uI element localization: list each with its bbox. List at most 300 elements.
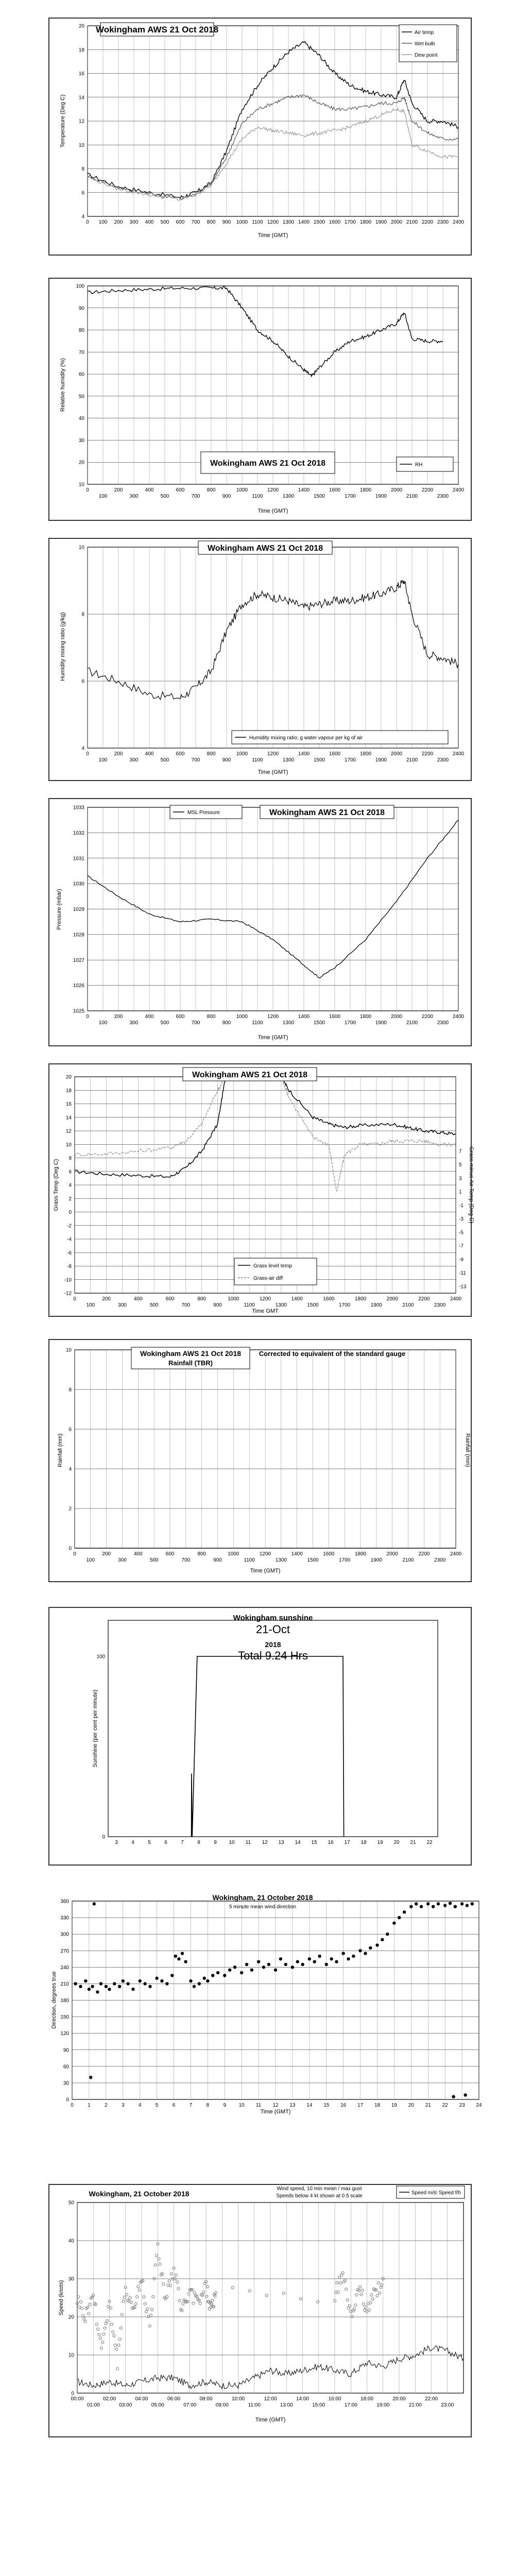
y-right-tick-label: -11 <box>459 1270 466 1277</box>
x-tick-label: 14:00 <box>296 2396 310 2402</box>
x-tick-label: 1100 <box>244 1557 255 1563</box>
y-tick-label: 14 <box>78 95 84 101</box>
x-tick-label: 4 <box>138 2103 142 2108</box>
y-tick-label: 270 <box>60 1948 69 1954</box>
temperature-chart <box>0 15 515 258</box>
x-tick-label: 800 <box>197 1551 207 1557</box>
y-tick-label: 8 <box>68 1156 72 1161</box>
scatter-point <box>198 1982 201 1985</box>
svg-text:Grass-air diff: Grass-air diff <box>253 1276 283 1281</box>
x-tick-label: 1200 <box>259 1296 271 1302</box>
x-tick-label: 400 <box>133 1551 143 1557</box>
y-tick-label: 6 <box>81 679 84 685</box>
scatter-point <box>143 1982 146 1985</box>
scatter-point <box>79 1985 82 1988</box>
x-tick-label: 200 <box>114 487 123 493</box>
scatter-point <box>113 1982 116 1985</box>
x-tick-label: 4 <box>131 1840 134 1845</box>
x-tick-label: 2300 <box>437 219 449 225</box>
x-tick-label: 19 <box>377 1840 383 1845</box>
x-tick-label: 1700 <box>344 1020 356 1026</box>
scatter-point <box>223 1974 226 1977</box>
svg-text:Speed f/h: Speed f/h <box>439 2190 461 2196</box>
x-tick-label: 100 <box>98 757 108 763</box>
mixing-ratio-chart <box>0 536 515 783</box>
y-tick-label: 100 <box>76 283 84 290</box>
x-tick-label: 14 <box>295 1840 301 1845</box>
y-tick-label: 18 <box>65 1088 72 1094</box>
x-tick-label: 2000 <box>386 1551 398 1557</box>
x-tick-label: 900 <box>222 757 231 763</box>
y-tick-label: 10 <box>65 1347 72 1353</box>
x-tick-label: 05:00 <box>151 2402 164 2408</box>
x-tick-label: 200 <box>102 1551 111 1557</box>
y-tick-label: 10 <box>78 545 84 551</box>
scatter-point <box>233 1965 236 1969</box>
x-tick-label: 1000 <box>228 1551 239 1557</box>
svg-text:Humidity mixing ratio; g water: Humidity mixing ratio; g water vapour per kg of air <box>249 735 363 741</box>
x-tick-label: 10 <box>229 1840 235 1845</box>
scatter-point <box>118 1985 121 1988</box>
x-tick-label: 16:00 <box>328 2396 341 2402</box>
x-tick-label: 1800 <box>354 1296 367 1302</box>
x-tick-label: 100 <box>86 1302 95 1308</box>
scatter-point <box>364 1952 367 1955</box>
pressure-y-label: Pressure (mbar) <box>56 889 62 930</box>
humidity-chart <box>0 276 515 523</box>
mixing-ratio-y-label: Humidity mixing ratio (g/kg) <box>60 612 66 681</box>
x-tick-label: 17:00 <box>344 2402 357 2408</box>
scatter-point <box>426 1902 430 1905</box>
x-tick-label: 1900 <box>375 757 387 763</box>
scatter-point <box>165 1982 168 1985</box>
svg-text:Wokingham AWS 21 Oct 2018: Wokingham AWS 21 Oct 2018 <box>140 1349 242 1358</box>
x-tick-label: 2000 <box>386 1296 398 1302</box>
mixing-ratio-legend <box>232 731 448 744</box>
scatter-point <box>274 1968 277 1971</box>
temperature-x-label: Time (GMT) <box>258 232 288 239</box>
x-tick-label: 1700 <box>344 757 356 763</box>
y-tick-label: 16 <box>65 1101 72 1107</box>
x-tick-label: 1400 <box>298 751 310 757</box>
y-tick-label: 10 <box>65 1142 72 1148</box>
x-tick-label: 22 <box>442 2103 448 2108</box>
x-tick-label: 9 <box>214 1840 217 1845</box>
scatter-point <box>313 1960 316 1963</box>
x-tick-label: 1100 <box>252 219 263 225</box>
y-tick-label: 12 <box>78 118 84 125</box>
y-tick-label: 18 <box>78 47 84 53</box>
x-tick-label: 24 <box>476 2103 482 2108</box>
x-tick-label: 1700 <box>344 494 356 499</box>
x-tick-label: 1500 <box>307 1302 319 1308</box>
x-tick-label: 2400 <box>450 1551 462 1557</box>
rainfall-x-label: Time (GMT) <box>250 1568 281 1574</box>
x-tick-label: 500 <box>149 1557 159 1563</box>
x-tick-label: 1500 <box>313 219 325 225</box>
x-tick-label: 2300 <box>437 494 449 499</box>
scatter-point <box>74 1982 77 1985</box>
y-tick-label: 0 <box>68 1210 72 1215</box>
scatter-point <box>381 1938 384 1941</box>
y-tick-label: 60 <box>63 2064 69 2070</box>
pressure-x-label: Time (GMT) <box>258 1035 288 1041</box>
scatter-point <box>228 1968 231 1971</box>
x-tick-label: 1100 <box>244 1302 255 1308</box>
grass-title <box>183 1067 317 1081</box>
x-tick-label: 600 <box>165 1296 175 1302</box>
scatter-point <box>437 1902 440 1905</box>
x-tick-label: 400 <box>133 1296 143 1302</box>
wind-speed-chart <box>0 2182 515 2439</box>
x-tick-label: 1300 <box>275 1557 287 1563</box>
wind-speed-title: Wokingham, 21 October 2018 <box>89 2190 190 2198</box>
scatter-point <box>105 1985 108 1988</box>
y-tick-label: 50 <box>68 2200 74 2206</box>
x-tick-label: 800 <box>197 1296 207 1302</box>
x-tick-label: 9 <box>223 2103 227 2108</box>
x-tick-label: 300 <box>129 219 139 225</box>
x-tick-label: 1000 <box>236 219 248 225</box>
scatter-point <box>240 1971 243 1974</box>
x-tick-label: 10:00 <box>231 2396 245 2402</box>
x-tick-label: 1700 <box>344 219 356 225</box>
x-tick-label: 7 <box>189 2103 193 2108</box>
x-tick-label: 11:00 <box>248 2402 261 2408</box>
x-tick-label: 1300 <box>282 1020 295 1026</box>
x-tick-label: 400 <box>145 487 154 493</box>
y-tick-label: 60 <box>78 371 84 378</box>
x-tick-label: 1900 <box>370 1302 382 1308</box>
scatter-point <box>386 1933 389 1936</box>
grass-x-label: Time GMT <box>252 1308 279 1314</box>
x-tick-label: 1800 <box>354 1551 367 1557</box>
y-tick-label: 300 <box>60 1931 69 1938</box>
x-tick-label: 23:00 <box>441 2402 454 2408</box>
x-tick-label: 1200 <box>267 751 279 757</box>
grass-legend <box>234 1258 317 1285</box>
y-tick-label: 30 <box>68 2276 74 2282</box>
x-tick-label: 1 <box>88 2103 91 2108</box>
scatter-point <box>193 1985 196 1988</box>
x-tick-label: 8 <box>197 1840 200 1845</box>
x-tick-label: 900 <box>222 1020 231 1026</box>
x-tick-label: 1500 <box>313 494 325 499</box>
y-tick-label: 0 <box>71 2391 74 2397</box>
scatter-point <box>181 1952 184 1955</box>
x-tick-label: 100 <box>98 1020 108 1026</box>
rainfall-note: Corrected to equivalent of the standard gauge <box>259 1350 406 1358</box>
y-tick-label: 180 <box>60 1998 69 2004</box>
sunshine-chart <box>0 1605 515 1868</box>
x-tick-label: 18:00 <box>360 2396 374 2402</box>
svg-text:MSL Pressure: MSL Pressure <box>187 810 220 816</box>
x-tick-label: 2100 <box>402 1557 414 1563</box>
wind-speed-legend <box>397 2186 465 2198</box>
x-tick-label: 300 <box>129 1020 139 1026</box>
x-tick-label: 600 <box>165 1551 175 1557</box>
mixing-ratio-x-label: Time (GMT) <box>258 769 288 775</box>
x-tick-label: 500 <box>160 1020 169 1026</box>
y-tick-label: 1031 <box>73 856 84 862</box>
y-tick-label: 8 <box>81 612 84 618</box>
x-tick-label: 1400 <box>298 219 310 225</box>
x-tick-label: 02:00 <box>102 2396 116 2402</box>
y-tick-label: -10 <box>64 1277 72 1283</box>
x-tick-label: 0 <box>86 219 89 225</box>
x-tick-label: 1700 <box>339 1302 351 1308</box>
x-tick-label: 2000 <box>390 219 403 225</box>
y-tick-label: 20 <box>68 2314 74 2320</box>
x-tick-label: 13 <box>289 2103 296 2108</box>
x-tick-label: 20:00 <box>392 2396 406 2402</box>
x-tick-label: 04:00 <box>135 2396 148 2402</box>
x-tick-label: 1900 <box>375 219 387 225</box>
x-tick-label: 13:00 <box>280 2402 293 2408</box>
pressure-title <box>260 805 394 819</box>
x-tick-label: 800 <box>207 487 216 493</box>
x-tick-label: 800 <box>207 751 216 757</box>
x-tick-label: 00:00 <box>71 2396 84 2402</box>
wind-speed-y-label: Speed (knots) <box>58 2280 64 2316</box>
scatter-point <box>184 1960 187 1963</box>
scatter-point <box>250 1968 253 1971</box>
y-tick-label: -6 <box>67 1250 72 1256</box>
grass-y-label: Grass Temp (Deg C) <box>53 1159 59 1211</box>
wind-direction-title: Wokingham, 21 October 2018 <box>212 1893 313 1902</box>
x-tick-label: 300 <box>129 757 139 763</box>
x-tick-label: 0 <box>73 1551 76 1557</box>
scatter-point <box>403 1910 406 1913</box>
scatter-point <box>160 1979 163 1982</box>
wind-speed-subtitle: Wind speed, 10 min mean / max gust <box>277 2186 362 2192</box>
scatter-point <box>466 1904 469 1907</box>
x-tick-label: 2100 <box>402 1302 414 1308</box>
x-tick-label: 1200 <box>259 1551 271 1557</box>
y-right-tick-label: -3 <box>459 1216 464 1223</box>
x-tick-label: 600 <box>176 1014 185 1020</box>
x-tick-label: 1800 <box>359 1014 372 1020</box>
x-tick-label: 1400 <box>291 1551 303 1557</box>
y-tick-label: -8 <box>67 1264 72 1269</box>
y-right-tick-label: -1 <box>459 1202 464 1209</box>
x-tick-label: 20 <box>393 1840 400 1845</box>
svg-text:Wet bulb: Wet bulb <box>415 41 435 47</box>
x-tick-label: 900 <box>213 1302 222 1308</box>
scatter-point <box>454 1905 457 1908</box>
x-tick-label: 1000 <box>236 1014 248 1020</box>
x-tick-label: 200 <box>114 219 123 225</box>
x-tick-label: 16 <box>328 1840 334 1845</box>
y-tick-label: 0 <box>102 1834 105 1840</box>
y-tick-label: -2 <box>67 1223 72 1229</box>
x-tick-label: 500 <box>160 219 169 225</box>
scatter-point <box>203 1977 206 1980</box>
x-tick-label: 1000 <box>236 487 248 493</box>
x-tick-label: 12 <box>262 1840 268 1845</box>
svg-text:Grass level temp: Grass level temp <box>253 1263 293 1269</box>
humidity-y-label: Relative humidity (%) <box>60 358 66 412</box>
y-right-tick-label: 1 <box>459 1189 462 1195</box>
x-tick-label: 2000 <box>390 487 403 493</box>
x-tick-label: 500 <box>160 757 169 763</box>
scatter-point <box>131 1988 134 1991</box>
x-tick-label: 400 <box>145 751 154 757</box>
x-tick-label: 17 <box>344 1840 350 1845</box>
x-tick-label: 7 <box>181 1840 184 1845</box>
x-tick-label: 13 <box>278 1840 284 1845</box>
x-tick-label: 300 <box>129 494 139 499</box>
x-tick-label: 2400 <box>452 219 465 225</box>
x-tick-label: 0 <box>86 751 89 757</box>
x-tick-label: 2100 <box>406 1020 418 1026</box>
x-tick-label: 100 <box>98 219 108 225</box>
x-tick-label: 2400 <box>450 1296 462 1302</box>
y-tick-label: -12 <box>64 1291 72 1297</box>
scatter-point <box>308 1957 311 1960</box>
y-right-tick-label: 3 <box>459 1176 462 1182</box>
x-tick-label: 1600 <box>329 219 341 225</box>
x-tick-label: 21 <box>410 1840 416 1845</box>
y-tick-label: 40 <box>68 2238 74 2244</box>
scatter-point <box>279 1957 282 1960</box>
wind-speed-x-label: Time (GMT) <box>255 2417 286 2423</box>
scatter-point <box>409 1905 413 1908</box>
x-tick-label: 1200 <box>267 219 279 225</box>
x-tick-label: 2000 <box>390 751 403 757</box>
scatter-point <box>449 1902 452 1905</box>
scatter-point <box>398 1916 401 1919</box>
y-tick-label: 0 <box>68 1546 72 1552</box>
y-tick-label: 20 <box>78 460 84 466</box>
x-tick-label: 1800 <box>359 219 372 225</box>
x-tick-label: 19 <box>391 2103 397 2108</box>
svg-text:Wokingham AWS 21 Oct 2018: Wokingham AWS 21 Oct 2018 <box>192 1071 308 1079</box>
y-tick-label: 8 <box>68 1387 72 1393</box>
y-tick-label: 14 <box>65 1115 72 1121</box>
x-tick-label: 09:00 <box>215 2402 229 2408</box>
x-tick-label: 3 <box>115 1840 118 1845</box>
x-tick-label: 1900 <box>375 494 387 499</box>
x-tick-label: 2200 <box>421 219 434 225</box>
temperature-title: Wokingham AWS 21 Oct 2018 <box>95 25 219 35</box>
rainfall-chart <box>0 1337 515 1584</box>
rainfall-y-label: Rainfall (mm) <box>57 1433 63 1467</box>
x-tick-label: 1500 <box>307 1557 319 1563</box>
scatter-point <box>318 1955 321 1958</box>
scatter-point <box>257 1960 260 1963</box>
scatter-point <box>148 1985 151 1988</box>
x-tick-label: 700 <box>191 219 200 225</box>
x-tick-label: 6 <box>164 1840 167 1845</box>
x-tick-label: 600 <box>176 219 185 225</box>
svg-text:Wokingham sunshine: Wokingham sunshine <box>233 1614 313 1622</box>
scatter-point <box>291 1965 294 1969</box>
y-tick-label: -4 <box>67 1236 72 1243</box>
x-tick-label: 2400 <box>452 1014 465 1020</box>
scatter-point <box>99 1982 102 1985</box>
scatter-point <box>245 1963 248 1966</box>
svg-text:21-Oct: 21-Oct <box>255 1623 290 1636</box>
x-tick-label: 1100 <box>252 757 263 763</box>
x-tick-label: 700 <box>191 757 200 763</box>
mixing-ratio-title <box>198 541 332 554</box>
scatter-point <box>443 1904 447 1907</box>
y-tick-label: 0 <box>66 2097 69 2103</box>
scatter-point <box>284 1963 287 1966</box>
x-tick-label: 400 <box>145 219 154 225</box>
y-tick-label: 4 <box>81 745 84 752</box>
x-tick-label: 1800 <box>359 487 372 493</box>
x-tick-label: 2300 <box>437 1020 449 1026</box>
y-tick-label: 4 <box>81 214 84 220</box>
scatter-point <box>108 1988 111 1991</box>
scatter-point <box>432 1905 435 1908</box>
x-tick-label: 01:00 <box>87 2402 100 2408</box>
x-tick-label: 10 <box>238 2103 245 2108</box>
scatter-point <box>369 1946 372 1950</box>
wind-direction-subtitle: 5 minute mean wind direction <box>229 1904 297 1910</box>
y-tick-label: 1026 <box>73 983 84 989</box>
y-tick-label: 6 <box>68 1169 72 1175</box>
x-tick-label: 15:00 <box>312 2402 325 2408</box>
y-tick-label: 1027 <box>73 957 84 963</box>
y-tick-label: 10 <box>78 482 84 488</box>
scatter-point <box>216 1971 219 1974</box>
y-tick-label: 100 <box>96 1654 105 1660</box>
x-tick-label: 1200 <box>267 487 279 493</box>
wind-direction-chart <box>0 1891 515 2117</box>
x-tick-label: 1600 <box>329 1014 341 1020</box>
scatter-point <box>262 1965 265 1969</box>
svg-text:RH: RH <box>415 462 423 468</box>
x-tick-label: 700 <box>191 494 200 499</box>
scatter-point <box>471 1902 474 1905</box>
scatter-point <box>93 1902 96 1905</box>
rainfall-y-right-label: Rainfall (mm) <box>465 1433 471 1467</box>
y-tick-label: 1033 <box>73 805 84 811</box>
x-tick-label: 1800 <box>359 751 372 757</box>
y-tick-label: 10 <box>68 2352 74 2359</box>
y-tick-label: 20 <box>78 23 84 29</box>
x-tick-label: 300 <box>118 1557 127 1563</box>
svg-text:Rainfall (TBR): Rainfall (TBR) <box>168 1359 213 1367</box>
x-tick-label: 2200 <box>421 1014 434 1020</box>
scatter-point <box>330 1957 333 1960</box>
x-tick-label: 0 <box>73 1296 76 1302</box>
wind-direction-x-label: Time (GMT) <box>260 2109 291 2115</box>
x-tick-label: 22 <box>426 1840 433 1845</box>
y-tick-label: 1029 <box>73 907 84 912</box>
x-tick-label: 2200 <box>418 1551 430 1557</box>
y-tick-label: 40 <box>78 416 84 422</box>
scatter-point <box>126 1982 129 1985</box>
x-tick-label: 1000 <box>228 1296 239 1302</box>
scatter-point <box>267 1963 270 1966</box>
x-tick-label: 2100 <box>406 494 418 499</box>
y-tick-label: 330 <box>60 1915 69 1921</box>
x-tick-label: 1900 <box>375 1020 387 1026</box>
pressure-legend <box>170 805 242 819</box>
y-right-tick-label: 7 <box>459 1148 462 1155</box>
scatter-point <box>420 1905 423 1908</box>
x-tick-label: 200 <box>114 1014 123 1020</box>
x-tick-label: 21 <box>425 2103 431 2108</box>
scatter-point <box>460 1902 464 1905</box>
scatter-point <box>347 1957 350 1960</box>
scatter-point <box>452 2095 455 2098</box>
x-tick-label: 1200 <box>267 1014 279 1020</box>
